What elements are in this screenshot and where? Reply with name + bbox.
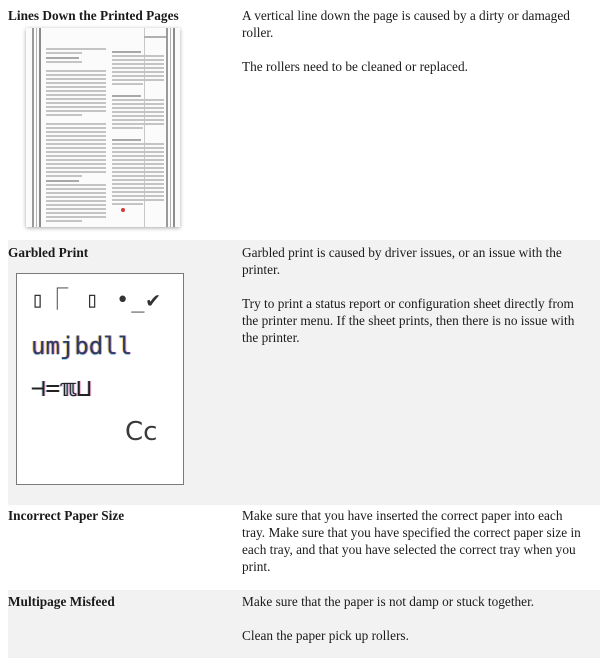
garbled-line: Cc [125,417,158,447]
garbled-line: umjbdll [31,332,133,360]
row-description [242,593,587,644]
row-description [242,244,587,346]
printed-page-image [26,28,180,227]
description-paragraph: Clean the paper pick up rollers. [242,628,409,643]
description-paragraph: The rollers need to be cleaned or replaced. [242,59,468,74]
description-paragraph: Try to print a status report or configuration sheet directly from the printer menu. If the sheet prints, then there is no issue with the printer. [242,296,575,345]
garbled-print-image [16,273,184,485]
description-paragraph: Make sure that the paper is not damp or stuck together. [242,594,535,609]
garbled-line: ⊣=ℼ⊔ [31,374,92,402]
row-description [242,7,587,75]
description-paragraph: A vertical line down the page is caused by a dirty or damaged roller. [242,8,570,40]
row-title: Lines Down the Printed Pages [8,8,179,23]
garbled-line: ▯⎾ ▯ •_✔ [31,288,162,313]
description-paragraph: Garbled print is caused by driver issues, or an issue with the printer. [242,245,562,277]
row-description [242,507,587,575]
row-title: Multipage Misfeed [8,594,115,609]
description-paragraph: Make sure that you have inserted the correct paper into each tray. Make sure that you have specified the correct paper size in each tray, and that you have selected the correct tray when you print. [242,508,581,574]
row-title: Incorrect Paper Size [8,508,125,523]
row-title: Garbled Print [8,245,89,260]
